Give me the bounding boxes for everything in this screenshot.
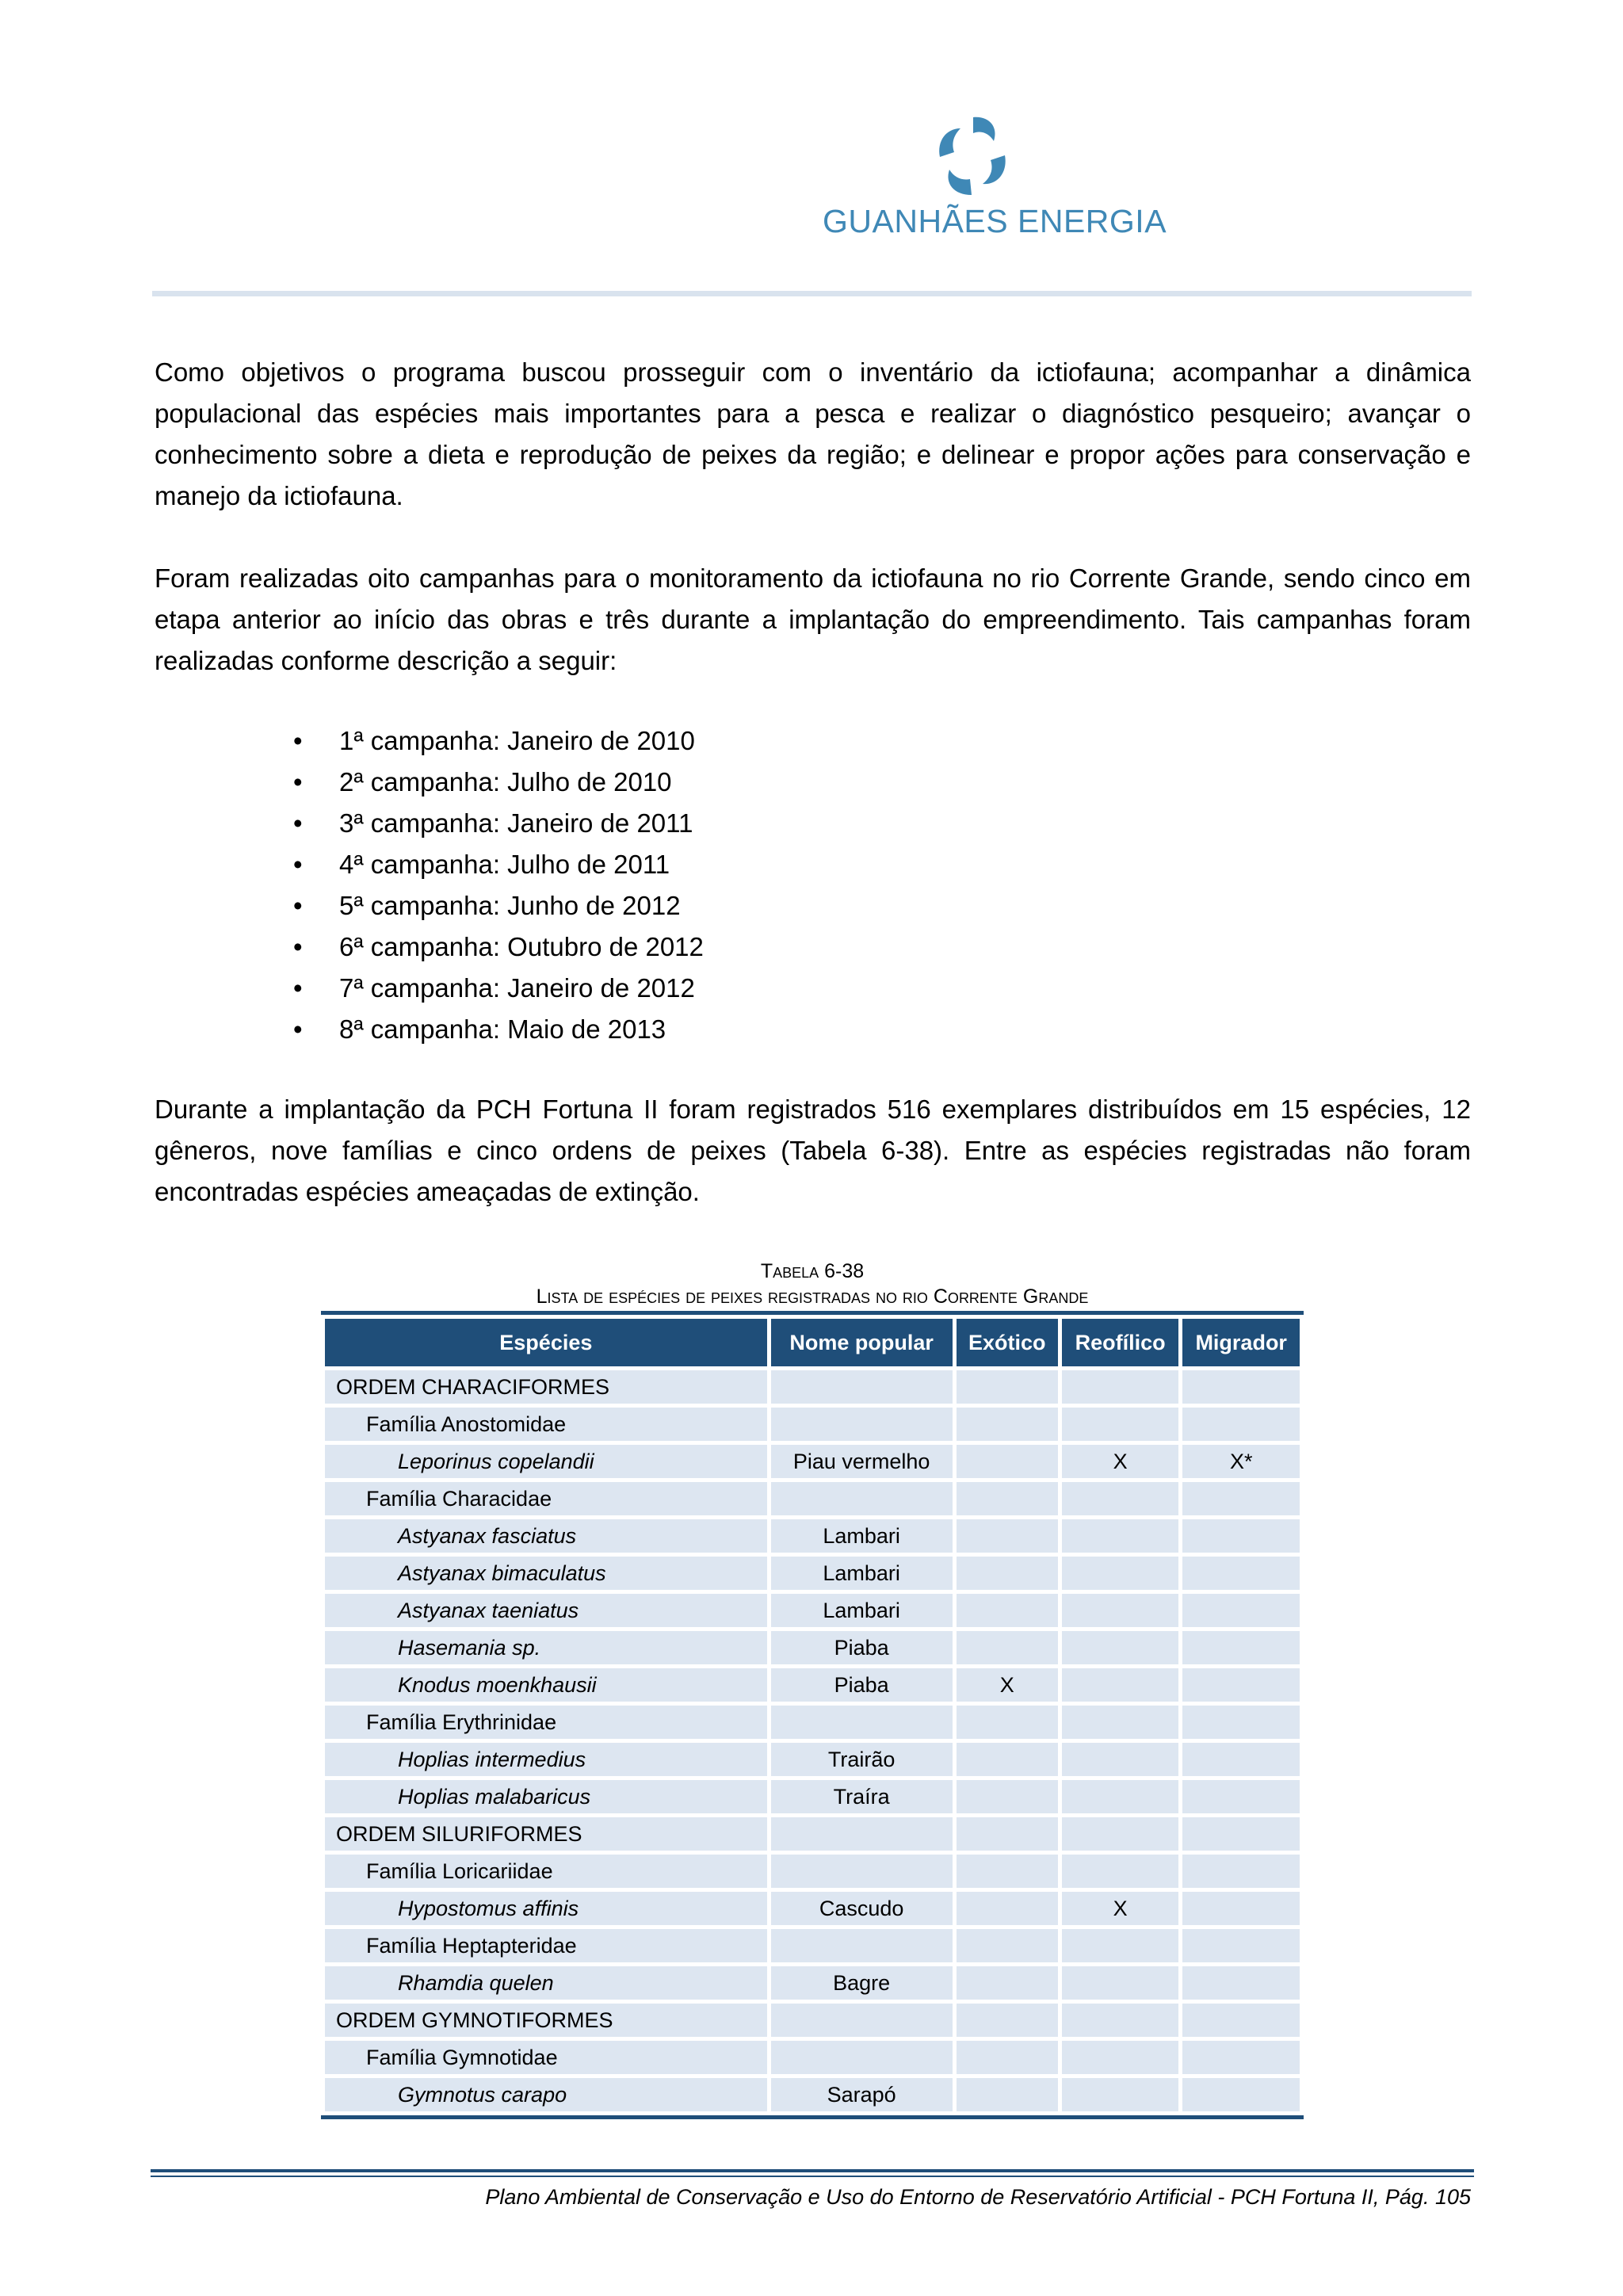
exotico-cell xyxy=(957,1780,1058,1813)
popular-cell: Lambari xyxy=(771,1519,953,1553)
taxon-cell: Família Loricariidae xyxy=(325,1855,767,1888)
table-row xyxy=(325,1557,1300,1590)
popular-cell: Cascudo xyxy=(771,1892,953,1925)
taxon-cell: Gymnotus carapo xyxy=(325,2078,767,2111)
taxon-cell: Família Heptapteridae xyxy=(325,1929,767,1962)
footer-divider xyxy=(151,2169,1474,2172)
migrador-cell xyxy=(1182,1929,1300,1962)
taxon-cell: Família Erythrinidae xyxy=(325,1706,767,1739)
migrador-cell xyxy=(1182,2004,1300,2037)
exotico-cell: X xyxy=(957,1668,1058,1702)
bullet-icon: • xyxy=(293,726,303,755)
reofilico-cell xyxy=(1062,1408,1179,1441)
bullet-icon: • xyxy=(293,932,303,961)
taxon-cell: Hypostomus affinis xyxy=(325,1892,767,1925)
campaign-text: 6ª campanha: Outubro de 2012 xyxy=(339,932,704,961)
table-row xyxy=(325,1892,1300,1925)
campaign-text: 4ª campanha: Julho de 2011 xyxy=(339,850,670,879)
table-row xyxy=(325,1706,1300,1739)
reofilico-cell xyxy=(1062,1706,1179,1739)
table-row xyxy=(325,2078,1300,2111)
species-table xyxy=(321,1311,1304,2119)
reofilico-cell: X xyxy=(1062,1445,1179,1478)
reofilico-cell: X xyxy=(1062,1892,1179,1925)
taxon-cell: ORDEM SILURIFORMES xyxy=(325,1817,767,1851)
exotico-cell xyxy=(957,1855,1058,1888)
taxon-cell: Astyanax taeniatus xyxy=(325,1594,767,1627)
taxon-cell: Hoplias malabaricus xyxy=(325,1780,767,1813)
campaign-list xyxy=(285,720,704,1050)
migrador-cell xyxy=(1182,1668,1300,1702)
reofilico-cell xyxy=(1062,1594,1179,1627)
taxon-cell: Rhamdia quelen xyxy=(325,1966,767,2000)
table-row xyxy=(325,1445,1300,1478)
popular-cell: Piaba xyxy=(771,1668,953,1702)
campaign-item xyxy=(285,844,704,885)
migrador-cell xyxy=(1182,1594,1300,1627)
campaign-item xyxy=(285,885,704,926)
bullet-icon: • xyxy=(293,891,303,920)
reofilico-cell xyxy=(1062,2041,1179,2074)
migrador-cell xyxy=(1182,1557,1300,1590)
popular-cell: Piau vermelho xyxy=(771,1445,953,1478)
exotico-cell xyxy=(957,2041,1058,2074)
campaign-item xyxy=(285,968,704,1009)
migrador-cell xyxy=(1182,2078,1300,2111)
paragraph-results: Durante a implantação da PCH Fortuna II foram registrados 516 exemplares distribuídos em 15 espécies, 12 gêneros, nove famílias e cinco ordens de peixes (Tabela 6-38). Entre as espécies registradas não foram encontradas espécies ameaçadas de extinção. xyxy=(155,1095,1471,1206)
popular-cell: Piaba xyxy=(771,1631,953,1664)
migrador-cell xyxy=(1182,1706,1300,1739)
popular-cell: Sarapó xyxy=(771,2078,953,2111)
logo-text: GUANHÃES ENERGIA xyxy=(823,203,1167,239)
taxon-cell: Knodus moenkhausii xyxy=(325,1668,767,1702)
reofilico-cell xyxy=(1062,1966,1179,2000)
exotico-cell xyxy=(957,1445,1058,1478)
table-row xyxy=(325,1668,1300,1702)
reofilico-cell xyxy=(1062,1557,1179,1590)
bullet-icon: • xyxy=(293,973,303,1003)
exotico-cell xyxy=(957,1370,1058,1404)
exotico-cell xyxy=(957,2078,1058,2111)
taxon-cell: Família Gymnotidae xyxy=(325,2041,767,2074)
exotico-cell xyxy=(957,1929,1058,1962)
reofilico-cell xyxy=(1062,1519,1179,1553)
table-row xyxy=(325,1631,1300,1664)
campaign-item xyxy=(285,1009,704,1050)
exotico-cell xyxy=(957,1519,1058,1553)
column-header: Nome popular xyxy=(771,1319,953,1366)
popular-cell xyxy=(771,1855,953,1888)
exotico-cell xyxy=(957,1557,1058,1590)
table-row xyxy=(325,1780,1300,1813)
exotico-cell xyxy=(957,1408,1058,1441)
campaign-item xyxy=(285,720,704,762)
migrador-cell: X* xyxy=(1182,1445,1300,1478)
reofilico-cell xyxy=(1062,1929,1179,1962)
popular-cell: Bagre xyxy=(771,1966,953,2000)
popular-cell xyxy=(771,1408,953,1441)
reofilico-cell xyxy=(1062,2004,1179,2037)
table-row xyxy=(325,1370,1300,1404)
campaign-text: 8ª campanha: Maio de 2013 xyxy=(339,1014,666,1044)
logo-swirl-icon xyxy=(926,109,1021,204)
exotico-cell xyxy=(957,1892,1058,1925)
column-header: Migrador xyxy=(1182,1319,1300,1366)
table-row xyxy=(325,1519,1300,1553)
bullet-icon: • xyxy=(293,767,303,797)
campaign-text: 3ª campanha: Janeiro de 2011 xyxy=(339,808,693,838)
taxon-cell: Astyanax bimaculatus xyxy=(325,1557,767,1590)
taxon-cell: Hoplias intermedius xyxy=(325,1743,767,1776)
migrador-cell xyxy=(1182,1855,1300,1888)
campaign-text: 7ª campanha: Janeiro de 2012 xyxy=(339,973,695,1003)
reofilico-cell xyxy=(1062,1817,1179,1851)
taxon-cell: ORDEM CHARACIFORMES xyxy=(325,1370,767,1404)
paragraph-campaigns-intro: Foram realizadas oito campanhas para o monitoramento da ictiofauna no rio Corrente Grande, sendo cinco em etapa anterior ao início das obras e três durante a implantação do empreendimento. Tais campanhas foram realizadas conforme descrição a seguir: xyxy=(155,563,1471,675)
popular-cell xyxy=(771,2004,953,2037)
table-row xyxy=(325,2004,1300,2037)
popular-cell xyxy=(771,1482,953,1515)
table-row xyxy=(325,2041,1300,2074)
bullet-icon: • xyxy=(293,850,303,879)
migrador-cell xyxy=(1182,1408,1300,1441)
table-row xyxy=(325,1929,1300,1962)
footer-divider-thin xyxy=(151,2176,1474,2177)
reofilico-cell xyxy=(1062,1780,1179,1813)
taxon-cell: ORDEM GYMNOTIFORMES xyxy=(325,2004,767,2037)
migrador-cell xyxy=(1182,2041,1300,2074)
bullet-icon: • xyxy=(293,1014,303,1044)
taxon-cell: Família Characidae xyxy=(325,1482,767,1515)
table-caption-number: Tabela 6-38 xyxy=(760,1260,865,1282)
taxon-cell: Família Anostomidae xyxy=(325,1408,767,1441)
popular-cell xyxy=(771,2041,953,2074)
reofilico-cell xyxy=(1062,2078,1179,2111)
exotico-cell xyxy=(957,1743,1058,1776)
campaign-text: 2ª campanha: Julho de 2010 xyxy=(339,767,672,797)
page-footer: Plano Ambiental de Conservação e Uso do Entorno de Reservatório Artificial - PCH Fortuna II, Pág. 105 xyxy=(485,2185,1471,2209)
popular-cell xyxy=(771,1929,953,1962)
popular-cell: Traíra xyxy=(771,1780,953,1813)
campaign-item xyxy=(285,762,704,803)
table-row xyxy=(325,1966,1300,2000)
table-row xyxy=(325,1855,1300,1888)
migrador-cell xyxy=(1182,1892,1300,1925)
exotico-cell xyxy=(957,1706,1058,1739)
header-divider xyxy=(152,291,1472,296)
campaign-text: 1ª campanha: Janeiro de 2010 xyxy=(339,726,695,755)
reofilico-cell xyxy=(1062,1855,1179,1888)
migrador-cell xyxy=(1182,1817,1300,1851)
exotico-cell xyxy=(957,2004,1058,2037)
reofilico-cell xyxy=(1062,1631,1179,1664)
migrador-cell xyxy=(1182,1370,1300,1404)
exotico-cell xyxy=(957,1817,1058,1851)
migrador-cell xyxy=(1182,1966,1300,2000)
column-header: Exótico xyxy=(957,1319,1058,1366)
table-row xyxy=(325,1594,1300,1627)
reofilico-cell xyxy=(1062,1482,1179,1515)
migrador-cell xyxy=(1182,1780,1300,1813)
paragraph-objectives: Como objetivos o programa buscou prosseguir com o inventário da ictiofauna; acompanhar a dinâmica populacional das espécies mais importantes para a pesca e realizar o diagnóstico pesqueiro; avançar o conhecimento sobre a dieta e reprodução de peixes da região; e delinear e propor ações para conservação e manejo da ictiofauna. xyxy=(155,357,1471,510)
migrador-cell xyxy=(1182,1519,1300,1553)
campaign-text: 5ª campanha: Junho de 2012 xyxy=(339,891,681,920)
migrador-cell xyxy=(1182,1631,1300,1664)
reofilico-cell xyxy=(1062,1370,1179,1404)
migrador-cell xyxy=(1182,1482,1300,1515)
table-caption-title: Lista de espécies de peixes registradas no rio Corrente Grande xyxy=(536,1286,1089,1308)
table-header-row xyxy=(325,1319,1300,1366)
popular-cell xyxy=(771,1370,953,1404)
reofilico-cell xyxy=(1062,1668,1179,1702)
popular-cell xyxy=(771,1706,953,1739)
popular-cell xyxy=(771,1817,953,1851)
popular-cell: Trairão xyxy=(771,1743,953,1776)
migrador-cell xyxy=(1182,1743,1300,1776)
bullet-icon: • xyxy=(293,808,303,838)
popular-cell: Lambari xyxy=(771,1557,953,1590)
reofilico-cell xyxy=(1062,1743,1179,1776)
taxon-cell: Hasemania sp. xyxy=(325,1631,767,1664)
exotico-cell xyxy=(957,1482,1058,1515)
table-row xyxy=(325,1817,1300,1851)
taxon-cell: Leporinus copelandii xyxy=(325,1445,767,1478)
column-header: Reofílico xyxy=(1062,1319,1179,1366)
column-header: Espécies xyxy=(325,1319,767,1366)
company-logo xyxy=(823,109,1167,244)
table-row xyxy=(325,1408,1300,1441)
exotico-cell xyxy=(957,1966,1058,2000)
campaign-item xyxy=(285,926,704,968)
table-row xyxy=(325,1482,1300,1515)
popular-cell: Lambari xyxy=(771,1594,953,1627)
table-body xyxy=(325,1370,1300,2111)
table-row xyxy=(325,1743,1300,1776)
campaign-item xyxy=(285,803,704,844)
exotico-cell xyxy=(957,1594,1058,1627)
taxon-cell: Astyanax fasciatus xyxy=(325,1519,767,1553)
exotico-cell xyxy=(957,1631,1058,1664)
